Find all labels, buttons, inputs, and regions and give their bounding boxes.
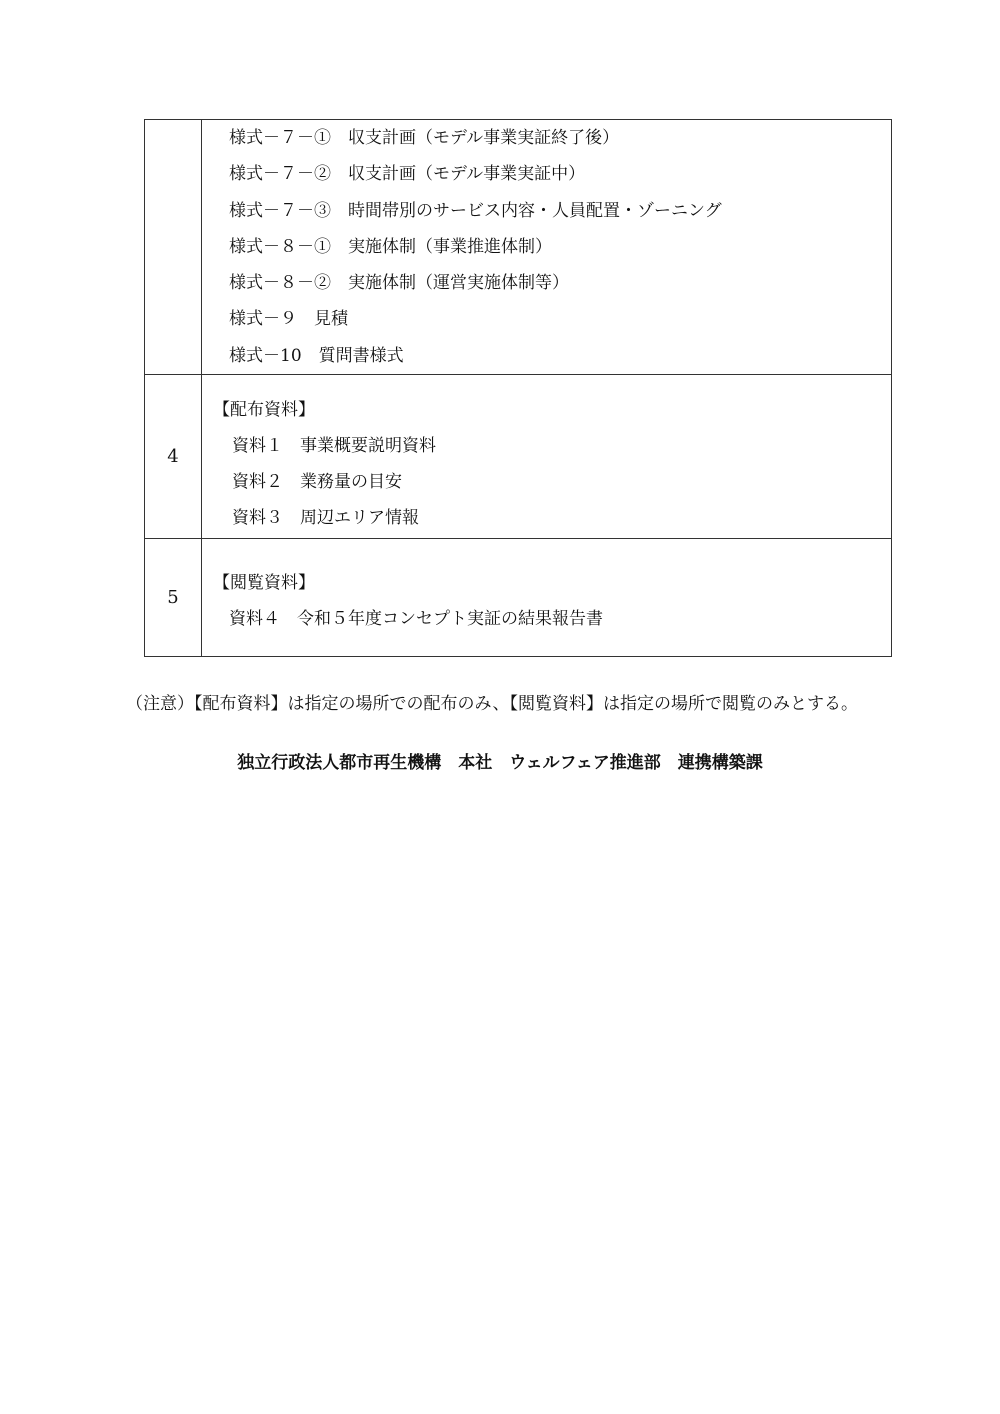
form-item: 様式－９ 見積: [229, 309, 348, 330]
row-number: [145, 120, 202, 375]
section-heading: 【配布資料】: [213, 400, 315, 421]
document-item: 資料４ 令和５年度コンセプト実証の結果報告書: [229, 609, 603, 630]
organization-name: 独立行政法人都市再生機構 本社 ウェルフェア推進部 連携構築課: [237, 753, 763, 773]
row-number: 5: [145, 539, 202, 657]
document-item: 資料２ 業務量の目安: [232, 472, 402, 493]
row-content: [202, 120, 892, 375]
form-item: 様式－７－① 収支計画（モデル事業実証終了後）: [229, 128, 620, 148]
form-item: 様式－７－③ 時間帯別のサービス内容・人員配置・ゾーニング: [229, 200, 722, 221]
note-text: （注意）【配布資料】は指定の場所での配布のみ、【閲覧資料】は指定の場所で閲覧のみとする。: [126, 694, 859, 714]
section-heading: 【閲覧資料】: [213, 573, 315, 594]
document-item: 資料１ 事業概要説明資料: [232, 436, 436, 457]
form-item: 様式－８－② 実施体制（運営実施体制等）: [229, 273, 569, 294]
form-item: 様式－10 質問書様式: [229, 345, 404, 366]
table-row: [145, 120, 892, 375]
document-table: [144, 119, 892, 657]
form-item: 様式－７－② 収支計画（モデル事業実証中）: [229, 164, 586, 185]
row-content: [202, 375, 892, 539]
document-item: 資料３ 周辺エリア情報: [232, 508, 419, 529]
table-row: [145, 375, 892, 539]
table-row: [145, 539, 892, 657]
row-number: 4: [145, 375, 202, 539]
row-content: [202, 539, 892, 657]
form-item: 様式－８－① 実施体制（事業推進体制）: [229, 236, 552, 257]
